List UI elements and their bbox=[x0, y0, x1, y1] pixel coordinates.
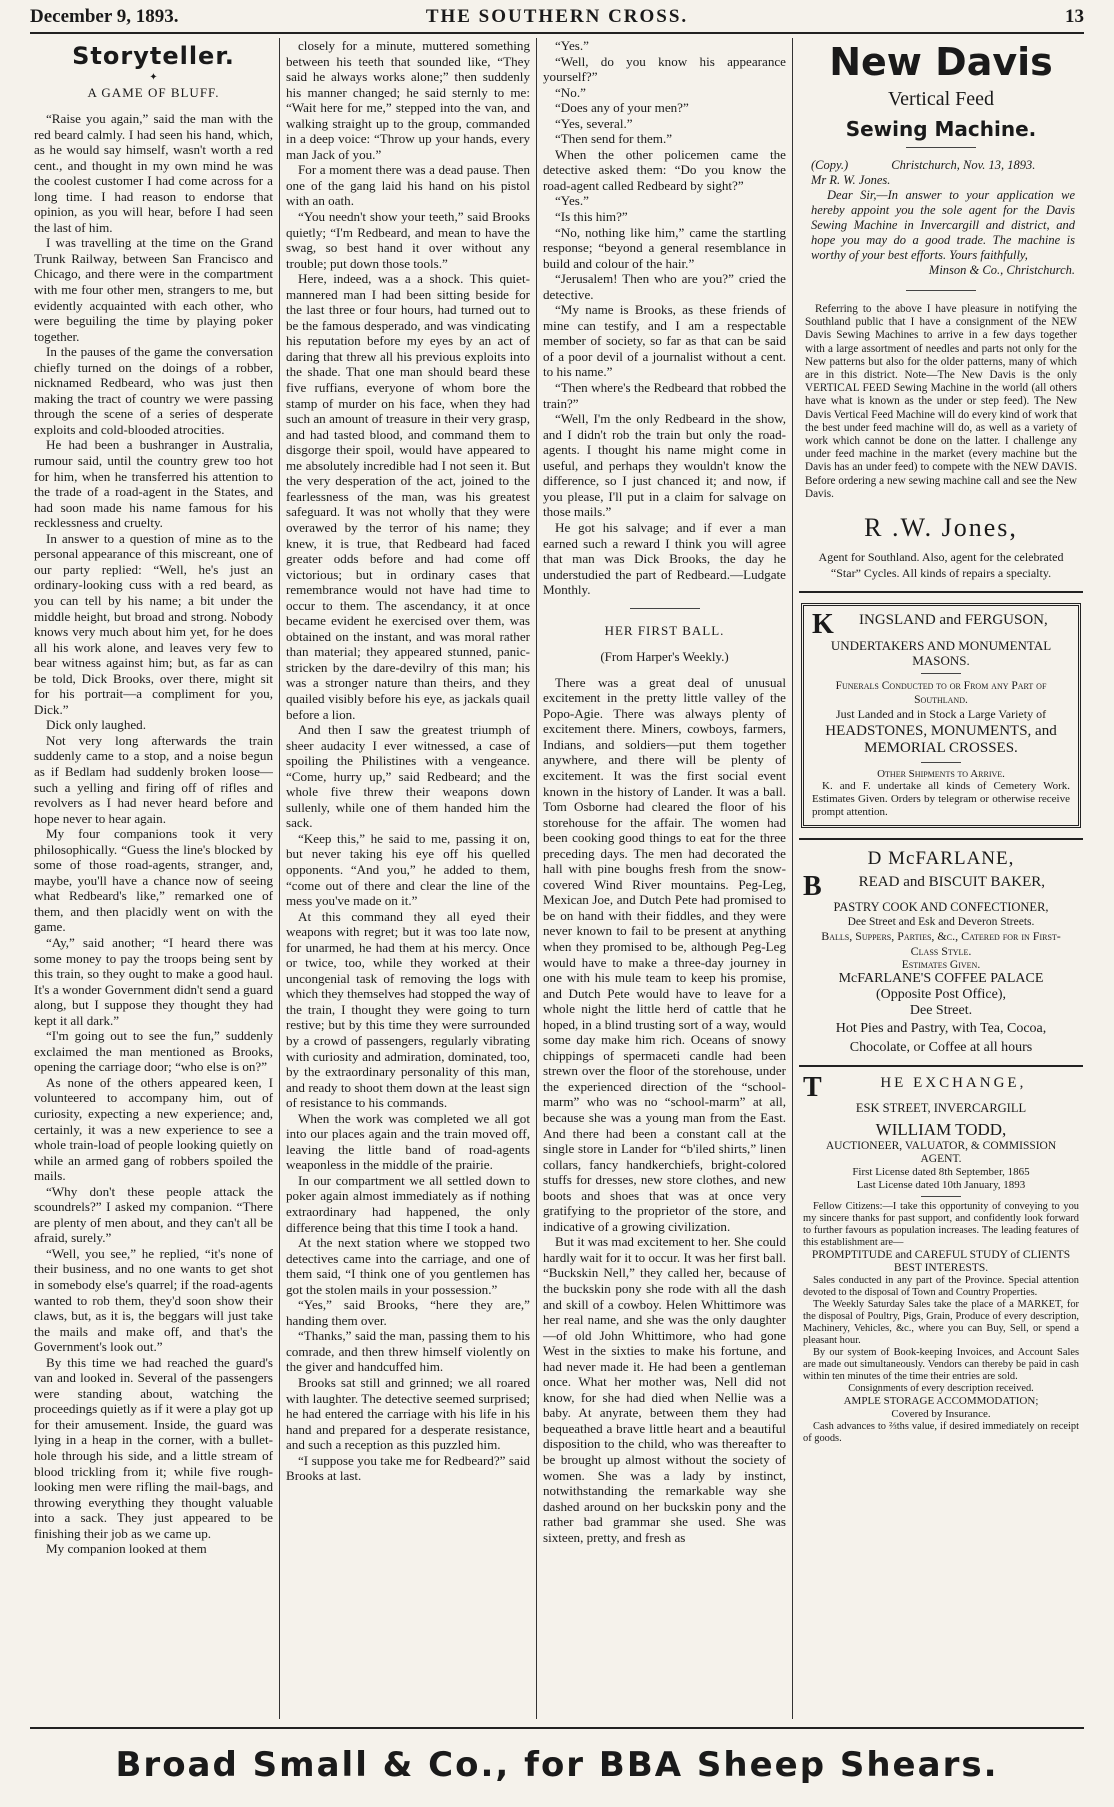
paragraph: He got his salvage; and if ever a man earned such a reward I think you will agree that man was Dick Brooks, the day he understudied the part of Redbeard.—Ludgate Monthly. bbox=[543, 519, 786, 598]
drop-cap: T bbox=[803, 1072, 825, 1104]
palace-location: (Opposite Post Office), bbox=[876, 987, 1006, 1003]
ad-body: Fellow Citizens:—I take this opportunity of conveying to you my sincere thanks for past support, and confidently look forward to further favours as population increases. The leading features of this establishment are— bbox=[803, 1201, 1079, 1249]
paragraph: Not very long afterwards the train suddenly came to a stop, and a noise begun as if Bedlam had suddenly broken loose—such a yelling and firing off of rifles and revolvers as I had never heard before and hope never to hear again. bbox=[34, 732, 273, 826]
license-first: First License dated 8th September, 1865 bbox=[852, 1166, 1030, 1179]
ad-divider bbox=[799, 1065, 1083, 1067]
story-text-continued bbox=[286, 38, 530, 1484]
paragraph: “Well, you see,” he replied, “it's none of their business, and no one wants to get shot in somebody else's quarrel; if the road-agents wanted to rob them, they'd soon show their claws, but, as it is, the beggars will just take the mails and make off, and that's the Government's look out.” bbox=[34, 1245, 273, 1355]
coffee-palace: McFARLANE'S COFFEE PALACE bbox=[838, 971, 1044, 987]
letter-signature: Minson & Co., Christchurch. bbox=[928, 263, 1075, 277]
ad-street: ESK STREET, INVERCARGILL bbox=[855, 1101, 1027, 1116]
paragraph: “Ay,” said another; “I heard there was some money to pay the troops being sent by this train, so they ought to make a good haul. It's a wonder Government didn't send a guard along, but I suppose they thought they had kept it all dark.” bbox=[34, 934, 273, 1028]
ad-rule bbox=[921, 1196, 961, 1197]
menu-line: Hot Pies and Pastry, with Tea, Cocoa, Chocolate, or Coffee at all hours bbox=[835, 1021, 1047, 1056]
letter-text: Dear Sir,—In answer to your application we hereby appoint you the sole agent for the Davis Sewing Machine in Invercargill and district, and hope you may do a good trade. The machine is worthy of your best efforts. Yours faithfully, bbox=[811, 188, 1075, 262]
ad-subtitle: Vertical Feed bbox=[887, 88, 995, 110]
paragraph: For a moment there was a dead pause. Then one of the gang laid his hand on his pistol with an oath. bbox=[286, 162, 530, 209]
drop-cap: K bbox=[812, 609, 834, 641]
paragraph: “Is this him?” bbox=[555, 209, 628, 225]
paragraph: My companion looked at them bbox=[46, 1541, 207, 1557]
section-title: Storyteller. bbox=[72, 42, 235, 70]
column-divider bbox=[792, 38, 793, 1719]
article-separator bbox=[630, 608, 700, 609]
ad-body: K. and F. undertake all kinds of Cemetery Work. Estimates Given. Orders by telegram or otherwise receive prompt attention. bbox=[812, 780, 1070, 819]
ad-name: WILLIAM TODD, bbox=[875, 1120, 1007, 1140]
stock-items: HEADSTONES, MONUMENTS, and MEMORIAL CROSSES. bbox=[825, 723, 1057, 757]
page-header bbox=[30, 6, 1084, 32]
ad-title: HE EXCHANGE, bbox=[880, 1075, 1027, 1092]
ad-divider bbox=[799, 591, 1083, 593]
addressee: Mr R. W. Jones. bbox=[811, 173, 891, 187]
ad-body: Sales conducted in any part of the Province. Special attention devoted to the disposal of Town and Country Properties. bbox=[803, 1275, 1079, 1299]
estimates-line: Estimates Given. bbox=[901, 959, 981, 972]
paragraph: “Keep this,” he said to me, passing it on, but never taking his eye off his quelled opponents. “And you,” he added to them, “come out of there and clear the line of the mess you've made on it.” bbox=[286, 830, 530, 909]
paragraph: closely for a minute, muttered something between his teeth that sounded like, “They said he always works alone;” then suddenly his manner changed; he said sternly to me: “Wait here for me,” stepped into the van, and walking straight up to the group, commanded in a deep voice: “Throw up your hands, every man Jack of you.” bbox=[286, 38, 530, 162]
davis-advertisement bbox=[799, 40, 1083, 581]
ad-rule bbox=[921, 673, 961, 674]
footer-rule bbox=[30, 1727, 1084, 1729]
ad-motto: PROMPTITUDE and CAREFUL STUDY of CLIENTS BEST INTERESTS. bbox=[811, 1249, 1071, 1275]
paragraph: He had been a bushranger in Australia, rumour said, until the country grew too hot for him, when he transferred his attention to the trade of a road-agent in the States, and had soon made his name famous for his recklessness and cruelty. bbox=[34, 437, 273, 531]
paragraph: “Raise you again,” said the man with the red beard calmly. I had seen his hand, which, as he would say himself, wasn't worth a red cent., and thought in my own mind he was the coolest customer I had come across for a long time. I had reason to endorse that opinion, as you will hear, before I had seen the last of him. bbox=[34, 111, 273, 235]
column-3 bbox=[543, 38, 786, 1719]
ad-rule bbox=[906, 147, 976, 148]
column-divider bbox=[279, 38, 280, 1719]
paragraph: “Yes,” said Brooks, “here they are,” handing them over. bbox=[286, 1297, 530, 1328]
paragraph: “I'm going out to see the fun,” suddenly exclaimed the man mentioned as Brooks, opening the carriage door; “who else is on?” bbox=[34, 1028, 273, 1075]
ad-rule bbox=[921, 762, 961, 763]
mcfarlane-advertisement bbox=[799, 848, 1083, 1057]
article-title: HER FIRST BALL. bbox=[604, 622, 725, 638]
stock-line: Just Landed and in Stock a Large Variety of bbox=[835, 707, 1047, 722]
header-rule bbox=[30, 32, 1084, 34]
catering-line: Balls, Suppers, Parties, &c., Catered for in First-Class Style. bbox=[821, 929, 1061, 959]
paragraph: There was a great deal of unusual excitement in the pretty little valley of the Popo-Agie. There was always plenty of excitement there. Miners, cowboys, farmers, Indians, and soldiers—put them together anywhere, and there will be plenty of excitement. It was the first social event known in the history of Lander. It was a ball. Tom Osborne had cleared the floor of his storehouse for the affair. The women had been cooking good things to eat for the three preceding days. The men had decorated the hall with pine boughs fresh from the snow-covered Wind River mountains. Peg-Leg, Mexican Joe, and Dutch Pete had promised to be on hand with their fiddles, and they were never known to fail to be present at anything when they promised to be, although Peg-Leg would have to make a three-day journey in one with his mule team to keep his promise, and Dutch Pete would have to leave for a whole night the little herd of cattle that he hoped, in a blind trusting sort of a way, would some day make him rich. Oceans of snowy chippings of spermaceti candle had been strewn over the floor of the storehouse, under the experienced direction of the “school-marm” who was no “school-marm” at all, because she was a young man from the East. And there had been a constant call at the single store in Lander for “b'iled shirts,” linen collars, fancy handkerchiefs, bright-colored stuffs for dresses, new store clothes, and new boots and shoes that was at once very gratifying to the proprietor of the store, and indicative of a growing civilization. bbox=[543, 674, 786, 1234]
paragraph: And then I saw the greatest triumph of sheer audacity I ever witnessed, a case of spoiling the Philistines with a vengeance. “Come, hurry up,” said Redbeard; and the whole five threw their weapons down sullenly, while one of them handed him the sack. bbox=[286, 722, 530, 831]
ad-subtitle: UNDERTAKERS AND MONUMENTAL MASONS. bbox=[830, 638, 1052, 669]
paragraph: By this time we had reached the guard's van and looked in. Several of the passengers were standing about, watching the proceedings quietly as if it were a play got up for their amusement. Inside, the guard was lying in a heap in the corner, with a bullet-hole through his side, and a little stream of blood trickling from it; while five rough-looking men were rifling the mail-bags, and throwing everything they thought valuable into a sack. They just appeared to be finishing their job as we came up. bbox=[34, 1354, 273, 1541]
paragraph: “Well, I'm the only Redbeard in the show, and I didn't rob the train but only the road-agents. I thought his name might come in useful, and perhaps they wouldn't know the difference, so I just chanced it; and now, if you please, I'll put in a claim for salvage on those mails.” bbox=[543, 411, 786, 520]
paragraph: But it was mad excitement to her. She could hardly wait for it to occur. It was her first ball. “Buckskin Nell,” they called her, because of the buckskin pony she rode with all the dash and skill of a cowboy. Helen Whittimore was her real name, and she was the only daughter—of old John Whittimore, who had gone West in the sixties to make his fortune, and had never made it. He had been a gentleman once. What her mother was, Nell did not know, for she had died when Nellie was a baby. At anyrate, between them they had bequeathed a brave little heart and a beautiful disposition to the child, who was thereafter to be brought up almost without the society of women. She was a lady by instinct, notwithstanding the remarkable way she dashed around on her buckskin pony and the rather bad grammar she used. She was sixteen, pretty, and fresh as bbox=[543, 1234, 786, 1545]
column-2 bbox=[286, 38, 530, 1719]
dateline: Christchurch, Nov. 13, 1893. bbox=[891, 158, 1036, 172]
column-divider bbox=[536, 38, 537, 1719]
agent-line: Agent for Southland. Also, agent for the celebrated “Star” Cycles. All kinds of repairs a specialty. bbox=[818, 550, 1064, 581]
paragraph: I was travelling at the time on the Grand Trunk Railway, between San Francisco and Chicago, and there were in the compartment with me four other men, strangers to me, but evidently acquainted with each other, who were beguiling the time by playing poker together. bbox=[34, 235, 273, 344]
page-number: 13 bbox=[1065, 6, 1084, 27]
issue-date: December 9, 1893. bbox=[30, 6, 179, 27]
ad-trade: READ and BISCUIT BAKER, bbox=[858, 874, 1046, 891]
ad-body: Cash advances to ⅔ths value, if desired immediately on receipt of goods. bbox=[803, 1421, 1079, 1445]
paragraph: As none of the others appeared keen, I volunteered to accompany him, out of curiosity, expecting a new experience; and, certainly, it was a new experience to see a whole train-load of people looking quietly on while an armed gang of robbers spoiled the mails. bbox=[34, 1074, 273, 1184]
column-1 bbox=[34, 38, 273, 1719]
paragraph: “Why don't these people attack the scoundrels?” I asked my companion. “There are plenty of men about, and they can't all be afraid, surely.” bbox=[34, 1183, 273, 1246]
paragraph: “Then send for them.” bbox=[555, 131, 673, 147]
paragraph: “Yes, several.” bbox=[555, 115, 633, 131]
ad-name: D McFARLANE, bbox=[867, 848, 1015, 870]
paragraph: “Jerusalem! Then who are you?” cried the detective. bbox=[543, 271, 786, 302]
paragraph: At the next station where we stopped two detectives came into the carriage, and one of them said, “I think one of you gentlemen has got the stolen mails in your possession.” bbox=[286, 1235, 530, 1297]
paragraph: In our compartment we all settled down to poker again almost immediately as if nothing extraordinary had happened, the only difference being that this time I took a hand. bbox=[286, 1172, 530, 1235]
paragraph: “I suppose you take me for Redbeard?” said Brooks at last. bbox=[286, 1452, 530, 1484]
paragraph: “Well, do you know his appearance yourself?” bbox=[543, 53, 786, 85]
article-text bbox=[543, 675, 786, 1546]
ad-subtitle-bold: Sewing Machine. bbox=[845, 117, 1037, 141]
paragraph: In the pauses of the game the conversation chiefly turned on the doings of a robber, nicknamed Redbeard, who was just then making the tract of country we were passing through the scene of a series of desperate exploits and cold-blooded atrocities. bbox=[34, 344, 273, 437]
paragraph: Here, indeed, was a a shock. This quiet-mannered man I had been sitting beside for the last three or four hours, had turned out to be the famous desperado, and was vindicating his reputation before my eyes by an act of daring that threw all his previous exploits into the shade. That one man should beard these five ruffians, everyone of whom bore the stamp of murder on his face, when they had such an amount of treasure in their very grasp, and had tasted blood, and command them to disgorge their spoil, would have appeared to me absolutely incredible had I not seen it. But the very desperation of the act, joined to the fearlessness of the man, was his greatest safeguard. It was not wholly that they were overawed by the terror of his name; they knew, it is true, that Redbeard had faced greater odds before and had come off victorious; but in ordinary cases that remembrance would not have had time to occur to them. The ascendancy, it at once became evident he exercised over them, was obtained on the instant, and was moral rather than material; they appeared stunned, panic-stricken by the dare-devilry of this man; his was a stronger nature than theirs, and they quailed visibly before his eye, as jackals quail before a lion. bbox=[286, 271, 530, 722]
paragraph: “Yes.” bbox=[555, 193, 589, 209]
ad-divider bbox=[799, 838, 1083, 840]
ad-trade-2: PASTRY COOK AND CONFECTIONER, bbox=[833, 900, 1049, 915]
drop-cap: B bbox=[803, 871, 822, 903]
ad-address: Dee Street and Esk and Deveron Streets. bbox=[847, 916, 1035, 929]
paragraph: “My name is Brooks, as these friends of mine can testify, and I am a respectable member of society, so far as that can be said of a poor devil of a journalist without a cent. to his name.” bbox=[543, 302, 786, 380]
palace-street: Dee Street. bbox=[909, 1003, 973, 1019]
ad-body: Referring to the above I have pleasure in notifying the Southland public that I have a consignment of the NEW Davis Sewing Machines to arrive in a few days together with a large assortment of needles and parts not only for the New patterns but also for the older patterns, many of which are in this district. Note—The New Davis is the only VERTICAL FEED Sewing Machine in the world (all others have what is known as the under or step feed). The New Davis Vertical Feed Machine will do every kind of work that the best under feed machine will do, as well as a variety of work which cannot be done on the latter. I challenge any under feed machine in the market (every machine but the Davis has an under feed) to compete with the NEW DAVIS. Before ordering a new sewing machine call and see the New Davis. bbox=[805, 303, 1077, 500]
copy-label: (Copy.) bbox=[811, 158, 849, 172]
ad-title: New Davis bbox=[829, 40, 1053, 84]
column-4-advertisements bbox=[799, 38, 1083, 1719]
paragraph: My four companions took it very philosophically. “Guess the line's blocked by some of those road-agents, stranger, and, maybe, you'll have a chance now of seeing what Redbeard's like,” remarked one of them, and then placidly went on with the game. bbox=[34, 826, 273, 935]
ad-role: AUCTIONEER, VALUATOR, & COMMISSION AGENT. bbox=[825, 1140, 1057, 1166]
paragraph: “Does any of your men?” bbox=[555, 100, 689, 116]
paragraph: “No, nothing like him,” came the startling response; “beyond a general resemblance in build and colour of the hair.” bbox=[543, 224, 786, 271]
shipments-line: Other Shipments to Arrive. bbox=[877, 768, 1005, 781]
ad-body: The Weekly Saturday Sales take the place of a MARKET, for the disposal of Poultry, Pigs, Grain, Produce of every description, Machinery, Vehicles, &c., where you can Buy, Sell, or spend a pleasant hour. bbox=[803, 1299, 1079, 1347]
story-title: A GAME OF BLUFF. bbox=[87, 85, 220, 100]
paragraph: Dick only laughed. bbox=[46, 717, 146, 733]
kingsland-advertisement bbox=[801, 603, 1081, 828]
paragraph: When the work was completed we all got into our places again and the train moved off, leaving the little band of road-agents weaponless in the middle of the prairie. bbox=[286, 1110, 530, 1173]
article-source: (From Harper's Weekly.) bbox=[600, 648, 729, 664]
paragraph: “You needn't show your teeth,” said Brooks quietly; “I'm Redbeard, and mean to have the swag, so best hand it over without any trouble; put down those tools.” bbox=[286, 209, 530, 271]
paragraph: Brooks sat still and grinned; we all roared with laughter. The detective seemed surprised; he had entered the carriage with his life in his hand and prepared for a desperate resistance, and such a reception as this puzzled him. bbox=[286, 1375, 530, 1453]
paragraph: “Thanks,” said the man, passing them to his comrade, and then threw himself violently on the giver and handcuffed him. bbox=[286, 1328, 530, 1375]
ornament-icon: ✦ bbox=[149, 72, 158, 83]
paragraph: In answer to a question of mine as to the personal appearance of this miscreant, one of our party replied: “Well, he's just an ordinary-looking cuss with a red beard, as you can tell by his name; a bit under the middle height, but broad and strong. Nobody knows very much about him yet, for he does all his work alone, and leaves very few to bear witness against him; but, as far as can be told, Dick Brooks, over there, might sit for his portrait—a compliment for you, Dick.” bbox=[34, 530, 273, 717]
story-text-end bbox=[543, 38, 786, 598]
ad-body: By our system of Book-keeping Invoices, and Account Sales are made out simultaneously. Vendors can thereby be paid in cash within ten minutes of the time their entries are sold. bbox=[803, 1347, 1079, 1383]
footer-advertisement: Broad Small & Co., for BBA Sheep Shears. bbox=[115, 1745, 999, 1785]
license-last: Last License dated 10th January, 1893 bbox=[856, 1179, 1026, 1192]
paragraph: “No.” bbox=[555, 84, 586, 100]
paragraph: “Then where's the Redbeard that robbed the train?” bbox=[543, 380, 786, 411]
agent-name: R .W. Jones, bbox=[864, 513, 1018, 543]
ad-body: Consignments of every description received. bbox=[848, 1383, 1034, 1395]
insurance-line: Covered by Insurance. bbox=[891, 1408, 991, 1421]
ad-title: INGSLAND and FERGUSON, bbox=[859, 612, 1048, 629]
exchange-advertisement bbox=[799, 1072, 1083, 1445]
ad-rule bbox=[906, 290, 976, 291]
masthead-title: THE SOUTHERN CROSS. bbox=[425, 6, 689, 27]
paragraph: At this command they all eyed their weapons with regret; but it was too late now, for unarmed, he had them at his mercy. Once or twice, too, while they worked at their uncongenial task of removing the logs with which they themselves had stopped the way of the train, I thought they were going to turn restive; but by this time they were surrounded by a crowd of passengers, regularly vibrating with curiosity and admiration, dominated, too, by the extraordinary personality of this man, and ready to shoot them down at the least sign of resistance to his commands. bbox=[286, 908, 530, 1111]
funerals-line: Funerals Conducted to or From any Part of Southland. bbox=[835, 680, 1047, 707]
storage-line: AMPLE STORAGE ACCOMMODATION; bbox=[843, 1395, 1039, 1408]
paragraph: When the other policemen came the detective asked them: “Do you know the road-agent called Redbeard by sight?” bbox=[543, 146, 786, 193]
paragraph: “Yes.” bbox=[555, 38, 589, 53]
story-text bbox=[34, 111, 273, 1557]
